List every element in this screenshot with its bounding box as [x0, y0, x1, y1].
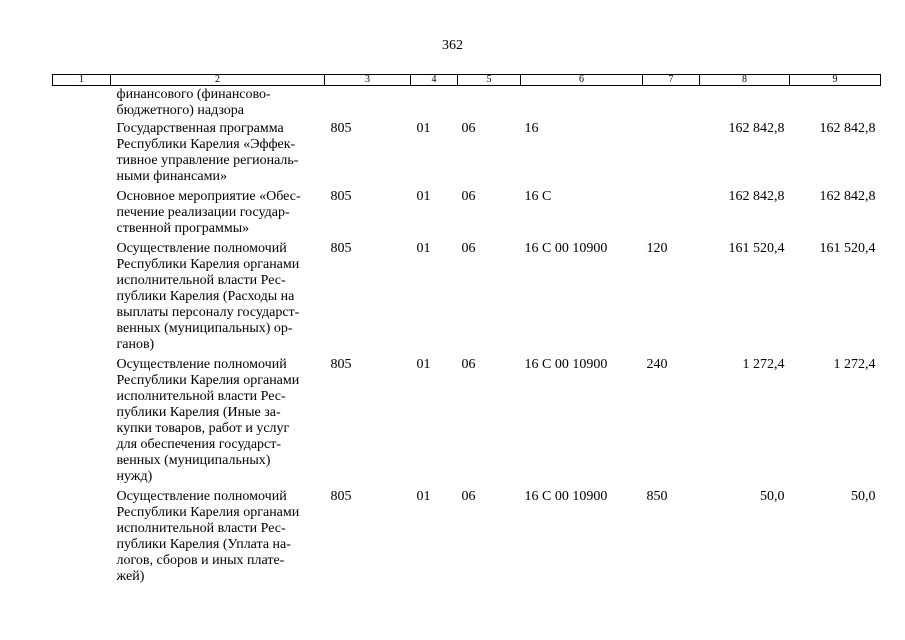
row-name: Основное мероприятие «Обес- печение реализации государ- ственной программы»	[116, 189, 301, 236]
row-target-article: 16 С 00 10900	[524, 357, 608, 372]
header-col-6: 6	[521, 75, 643, 86]
row-col-1	[53, 488, 111, 588]
row-subsection: 06	[461, 121, 476, 136]
row-name: Осуществление полномочий Республики Карелия органами исполнительной власти Рес- публики Карелия (Уплата на- логов, сборов и иных плате- жей)	[116, 489, 300, 584]
row-gad: 805	[330, 489, 352, 504]
header-col-5: 5	[458, 75, 521, 86]
row-gad	[325, 86, 411, 121]
header-col-7: 7	[643, 75, 700, 86]
row-expense-type: 850	[646, 489, 668, 504]
row-amount-1: 162 842,8	[728, 121, 785, 136]
row-col-1	[53, 188, 111, 240]
table-header-row	[53, 75, 881, 86]
row-subsection: 06	[461, 357, 476, 372]
row-subsection	[458, 86, 521, 121]
row-target-article: 16	[524, 121, 539, 136]
row-name: Государственная программа Республики Карелия «Эффек- тивное управление региональ- ными финансами»	[116, 121, 299, 184]
header-col-2: 2	[111, 75, 325, 86]
row-section: 01	[416, 489, 431, 504]
row-name: Осуществление полномочий Республики Карелия органами исполнительной власти Рес- публики Карелия (Расходы на выплаты персоналу государст- венных (муниципальных) ор- ганов)	[116, 241, 300, 352]
row-expense-type	[643, 188, 700, 240]
table-row	[53, 188, 881, 240]
row-name-cell	[111, 86, 325, 121]
table-row	[53, 86, 881, 121]
row-gad: 805	[330, 189, 352, 204]
row-section: 01	[416, 189, 431, 204]
row-target-article: 16 С 00 10900	[524, 489, 608, 504]
header-col-4: 4	[411, 75, 458, 86]
row-name-cell	[111, 240, 325, 356]
row-amount-2	[790, 86, 881, 121]
header-col-3: 3	[325, 75, 411, 86]
row-section: 01	[416, 121, 431, 136]
budget-table	[52, 74, 881, 588]
row-section	[411, 86, 458, 121]
row-amount-2: 1 272,4	[833, 357, 876, 372]
row-target-article: 16 С 00 10900	[524, 241, 608, 256]
header-col-8: 8	[700, 75, 790, 86]
row-gad: 805	[330, 121, 352, 136]
row-gad: 805	[330, 357, 352, 372]
row-gad: 805	[330, 241, 352, 256]
row-expense-type: 120	[646, 241, 668, 256]
row-expense-type	[643, 86, 700, 121]
table-row	[53, 488, 881, 588]
row-name-cell	[111, 356, 325, 488]
row-amount-2: 162 842,8	[819, 121, 876, 136]
header-col-9: 9	[790, 75, 881, 86]
page-number: 362	[442, 38, 463, 53]
row-amount-1: 50,0	[760, 489, 785, 504]
row-amount-1: 162 842,8	[728, 189, 785, 204]
row-name-cell	[111, 488, 325, 588]
row-subsection: 06	[461, 189, 476, 204]
row-amount-2: 162 842,8	[819, 189, 876, 204]
row-col-1	[53, 240, 111, 356]
row-amount-1: 1 272,4	[742, 357, 785, 372]
row-subsection: 06	[461, 489, 476, 504]
row-section: 01	[416, 241, 431, 256]
row-subsection: 06	[461, 241, 476, 256]
row-amount-1	[700, 86, 790, 121]
row-name-cell	[111, 120, 325, 188]
row-col-1	[53, 86, 111, 121]
table-row	[53, 240, 881, 356]
header-col-1: 1	[53, 75, 111, 86]
row-amount-2: 50,0	[851, 489, 876, 504]
row-name: Осуществление полномочий Республики Карелия органами исполнительной власти Рес- публики Карелия (Иные за- купки товаров, работ и услуг для обеспечения государст- венных (муниципальных) нужд)	[116, 357, 300, 484]
row-target-article	[521, 86, 643, 121]
row-target-article: 16 С	[524, 189, 552, 204]
row-section: 01	[416, 357, 431, 372]
table-row	[53, 356, 881, 488]
row-expense-type	[643, 120, 700, 188]
row-col-1	[53, 356, 111, 488]
row-name-cell	[111, 188, 325, 240]
table-row	[53, 120, 881, 188]
row-name: финансового (финансово- бюджетного) надзора	[116, 87, 271, 118]
row-amount-1: 161 520,4	[728, 241, 785, 256]
row-col-1	[53, 120, 111, 188]
row-amount-2: 161 520,4	[819, 241, 876, 256]
row-expense-type: 240	[646, 357, 668, 372]
